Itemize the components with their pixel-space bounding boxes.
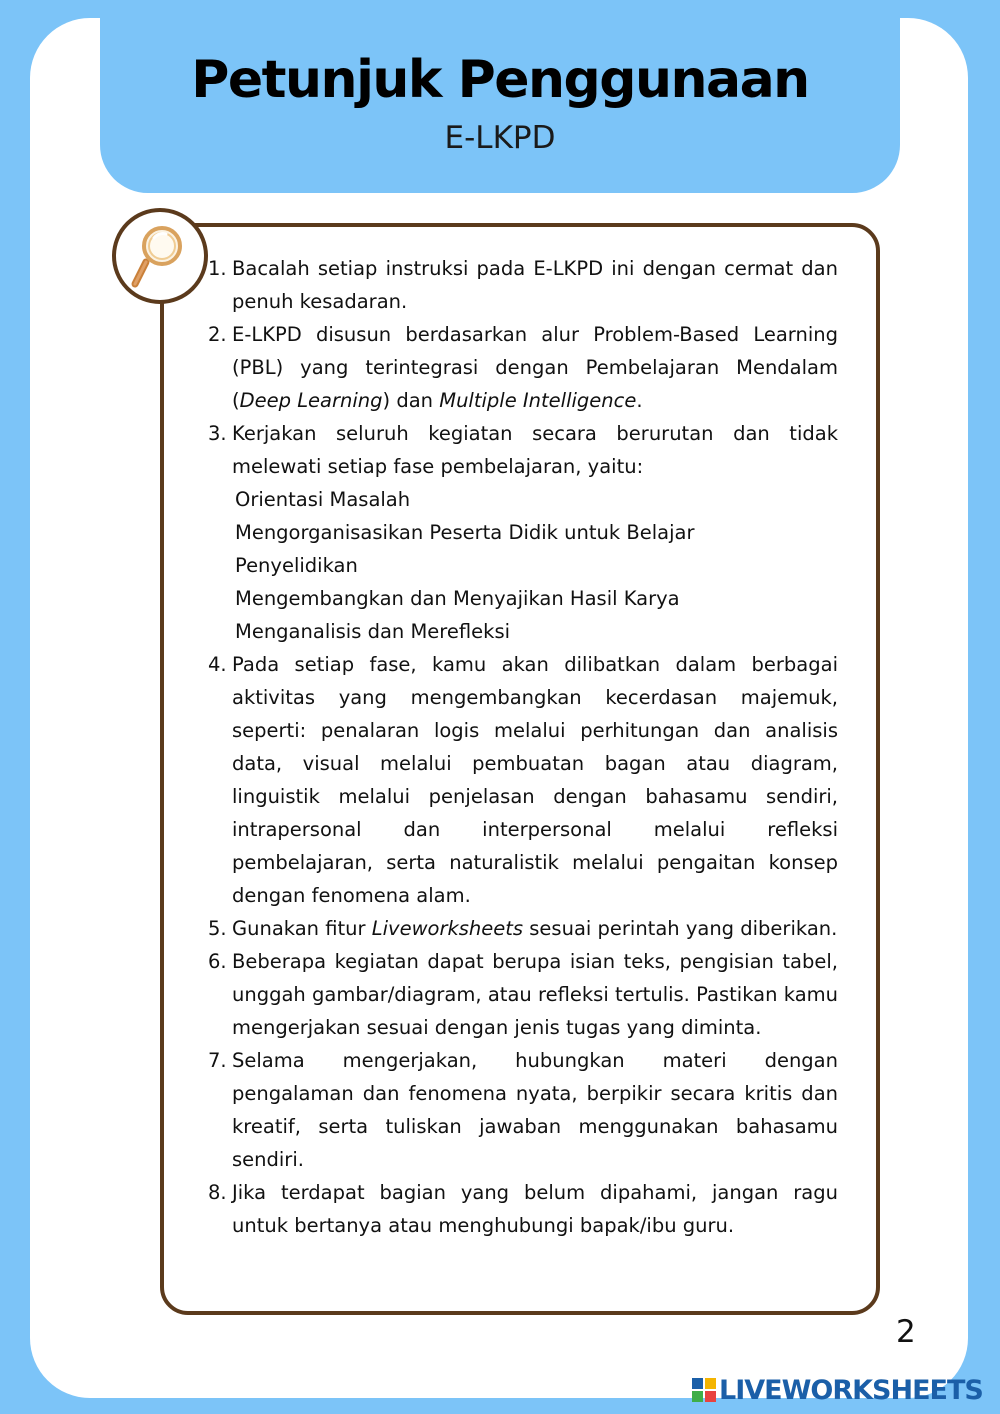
step-number: 4. xyxy=(208,653,227,676)
page-number: 2 xyxy=(896,1314,916,1350)
list-item xyxy=(208,417,838,648)
step-number: 3. xyxy=(208,422,227,445)
step-text: Jika terdapat bagian yang belum dipahami, jangan ragu untuk bertanya atau menghubungi bapak/ibu guru. xyxy=(232,1181,838,1237)
step-text: Kerjakan seluruh kegiatan secara berurutan dan tidak melewati setiap fase pembelajaran, yaitu: xyxy=(232,422,838,478)
list-item xyxy=(208,252,838,318)
step-number: 6. xyxy=(208,950,227,973)
phase-item: Menganalisis dan Merefleksi xyxy=(235,620,511,643)
list-item xyxy=(208,912,838,945)
step-text: Beberapa kegiatan dapat berupa isian teks, pengisian tabel, unggah gambar/diagram, atau refleksi tertulis. Pastikan kamu mengerjakan sesuai dengan jenis tugas yang diminta. xyxy=(232,950,838,1039)
phase-item: Penyelidikan xyxy=(235,554,358,577)
page-subtitle: E-LKPD xyxy=(444,120,556,156)
header-banner xyxy=(100,0,900,193)
step-number: 1. xyxy=(208,257,227,280)
step-number: 8. xyxy=(208,1181,227,1204)
step-text: Bacalah setiap instruksi pada E-LKPD ini dengan cermat dan penuh kesadaran. xyxy=(232,257,838,313)
step-text: Selama mengerjakan, hubungkan materi dengan pengalaman dan fenomena nyata, berpikir secara kritis dan kreatif, serta tuliskan jawaban menggunakan bahasamu sendiri. xyxy=(232,1049,838,1171)
list-item xyxy=(208,648,838,912)
list-item xyxy=(208,1176,838,1242)
brand-name: LIVEWORKSHEETS xyxy=(719,1374,983,1406)
step-number: 7. xyxy=(208,1049,227,1072)
magnifying-glass-icon xyxy=(130,224,190,290)
list-item xyxy=(208,945,838,1044)
phase-list xyxy=(232,483,838,648)
page-title: Petunjuk Penggunaan xyxy=(191,50,809,110)
phase-item: Orientasi Masalah xyxy=(235,488,411,511)
list-item xyxy=(208,1044,838,1176)
step-number: 2. xyxy=(208,323,227,346)
step-text: Gunakan fitur Liveworksheets sesuai perintah yang diberikan. xyxy=(232,917,838,940)
magnifier-badge xyxy=(112,208,208,304)
liveworksheets-brand[interactable] xyxy=(692,1372,983,1408)
liveworksheets-logo-icon xyxy=(692,1378,716,1402)
list-item xyxy=(208,318,838,417)
step-number: 5. xyxy=(208,917,227,940)
step-text: Pada setiap fase, kamu akan dilibatkan dalam berbagai aktivitas yang mengembangkan kecerdasan majemuk, seperti: penalaran logis melalui perhitungan dan analisis data, visual melalui pembuatan bagan atau diagram, linguistik melalui penjelasan dengan bahasamu sendiri, intrapersonal dan interpersonal melalui refleksi pembelajaran, serta naturalistik melalui pengaitan konsep dengan fenomena alam. xyxy=(232,653,838,907)
phase-item: Mengembangkan dan Menyajikan Hasil Karya xyxy=(235,587,680,610)
phase-item: Mengorganisasikan Peserta Didik untuk Belajar xyxy=(235,521,695,544)
step-text: E-LKPD disusun berdasarkan alur Problem-Based Learning (PBL) yang terintegrasi dengan Pembelajaran Mendalam (Deep Learning) dan Multiple Intelligence. xyxy=(232,323,838,412)
instructions-list xyxy=(208,252,838,1242)
